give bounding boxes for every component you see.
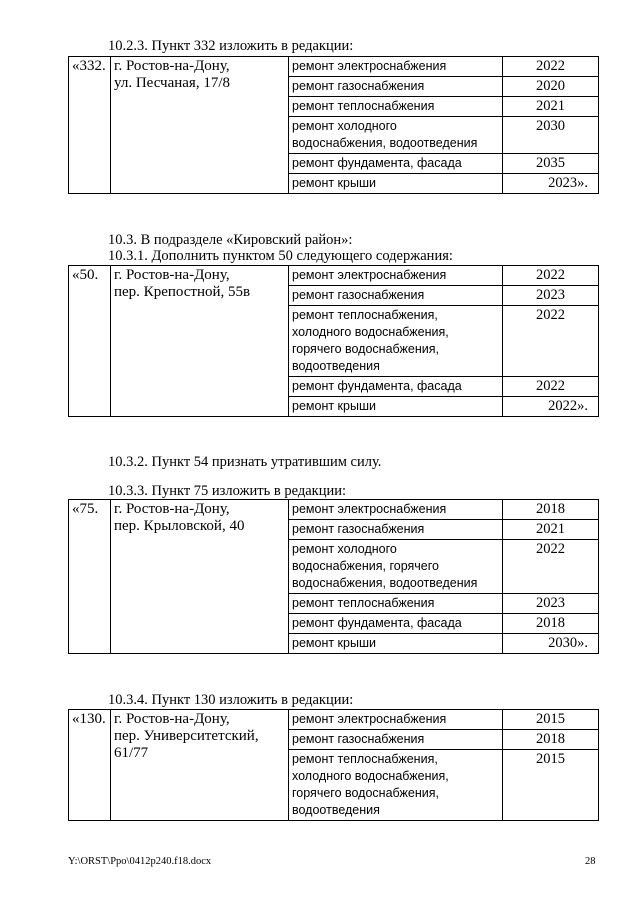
work-type: ремонт крыши	[289, 397, 503, 417]
year: 2022	[503, 57, 599, 77]
work-type: ремонт крыши	[289, 174, 503, 194]
year: 2015	[503, 750, 599, 821]
year: 2018	[503, 730, 599, 750]
paragraph-heading: 10.3.2. Пункт 54 признать утратившим силу.	[108, 454, 382, 470]
address-city: г. Ростов-на-Дону,	[114, 711, 230, 727]
work-type: ремонт фундамента, фасада	[289, 154, 503, 174]
table-row	[69, 57, 599, 77]
table-row	[69, 266, 599, 286]
item-number: «50.	[69, 266, 111, 417]
work-type: ремонт теплоснабжения, холодного водоснабжения, горячего водоснабжения, водоотведения	[289, 750, 503, 821]
footer-file-path: Y:\ORST\Ppo\0412p240.f18.docx	[68, 856, 212, 867]
work-type: ремонт фундамента, фасада	[289, 377, 503, 397]
work-type: ремонт теплоснабжения	[289, 97, 503, 117]
year: 2018	[503, 500, 599, 520]
year: 2021	[503, 520, 599, 540]
work-type: ремонт холодного водоснабжения, водоотведения	[289, 117, 503, 154]
year: 2022	[503, 377, 599, 397]
schedule-table	[68, 499, 599, 654]
year: 2018	[503, 614, 599, 634]
address-street: пер. Университетский, 61/77	[114, 728, 259, 761]
schedule-table	[68, 265, 599, 417]
work-type: ремонт газоснабжения	[289, 77, 503, 97]
address-city: г. Ростов-на-Дону,	[114, 267, 230, 283]
paragraph-heading: 10.3.1. Дополнить пунктом 50 следующего содержания:	[108, 248, 453, 264]
address-cell	[111, 266, 289, 417]
paragraph-heading: 10.2.3. Пункт 332 изложить в редакции:	[108, 38, 354, 54]
work-type: ремонт электроснабжения	[289, 710, 503, 730]
item-number: «130.	[69, 710, 111, 821]
work-type: ремонт газоснабжения	[289, 286, 503, 306]
work-type: ремонт фундамента, фасада	[289, 614, 503, 634]
footer-page-number: 28	[585, 856, 596, 867]
paragraph-heading: 10.3.3. Пункт 75 изложить в редакции:	[108, 483, 347, 499]
year: 2023	[503, 594, 599, 614]
work-type: ремонт холодного водоснабжения, горячего водоснабжения, водоотведения	[289, 540, 503, 594]
year: 2022».	[503, 397, 599, 417]
schedule-table	[68, 709, 599, 821]
table-row	[69, 500, 599, 520]
work-type: ремонт крыши	[289, 634, 503, 654]
address-street: ул. Песчаная, 17/8	[114, 75, 231, 91]
address-cell	[111, 500, 289, 654]
item-number: «332.	[69, 57, 111, 194]
work-type: ремонт электроснабжения	[289, 500, 503, 520]
work-type: ремонт теплоснабжения, холодного водоснабжения, горячего водоснабжения, водоотведения	[289, 306, 503, 377]
year: 2015	[503, 710, 599, 730]
year: 2023	[503, 286, 599, 306]
work-type: ремонт газоснабжения	[289, 730, 503, 750]
address-city: г. Ростов-на-Дону,	[114, 58, 230, 74]
year: 2030».	[503, 634, 599, 654]
year: 2023».	[503, 174, 599, 194]
year: 2022	[503, 540, 599, 594]
year: 2022	[503, 306, 599, 377]
year: 2035	[503, 154, 599, 174]
work-type: ремонт электроснабжения	[289, 266, 503, 286]
address-street: пер. Крепостной, 55в	[114, 284, 251, 300]
table-row	[69, 710, 599, 730]
year: 2020	[503, 77, 599, 97]
work-type: ремонт теплоснабжения	[289, 594, 503, 614]
address-cell	[111, 57, 289, 194]
paragraph-heading: 10.3. В подразделе «Кировский район»:	[108, 232, 353, 248]
schedule-table	[68, 56, 599, 194]
address-cell	[111, 710, 289, 821]
year: 2021	[503, 97, 599, 117]
paragraph-heading: 10.3.4. Пункт 130 изложить в редакции:	[108, 692, 354, 708]
work-type: ремонт газоснабжения	[289, 520, 503, 540]
year: 2030	[503, 117, 599, 154]
address-street: пер. Крыловской, 40	[114, 518, 245, 534]
work-type: ремонт электроснабжения	[289, 57, 503, 77]
item-number: «75.	[69, 500, 111, 654]
address-city: г. Ростов-на-Дону,	[114, 501, 230, 517]
year: 2022	[503, 266, 599, 286]
